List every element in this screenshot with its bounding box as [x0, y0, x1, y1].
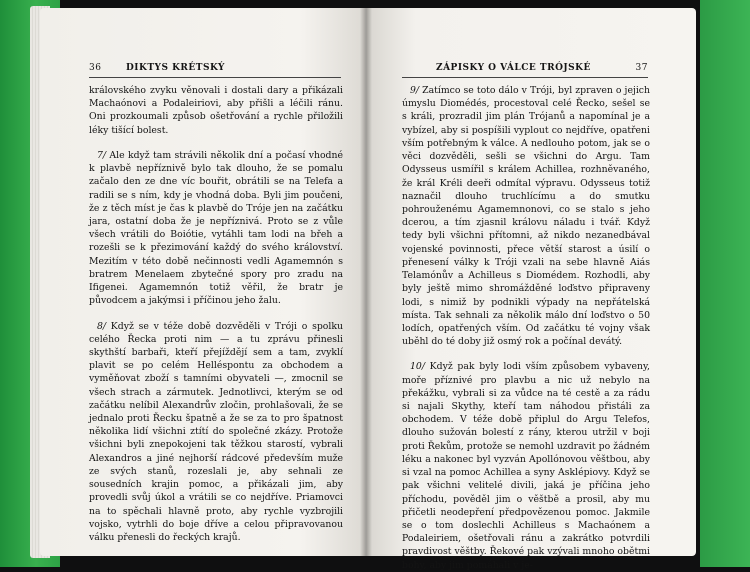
- paragraph-number: 9/: [410, 85, 420, 96]
- right-running-head: ZÁPISKY O VÁLCE TRÓJSKÉ: [436, 63, 591, 73]
- paragraph-text: Když pak byly lodi vším způsobem vybaveny, moře příznivé pro plavbu a nic už nebylo na překážku, vybrali si za vůdce na té cestě a za rádu si najali Skythy, kteří tam náhodou přistáli za obchodem. V téže době připlul do Argu Telefos, dlouho sužován bolestí z rány, kterou utržil v boji proti Řekům, protože se nemohl uzdravit po žádném léku a nakonec byl vyzván Apollónovou věštbou, aby si vzal na pomoc Achillea a syny Asklépiovy. Když se pak všichni velitelé divili, jaká je příčina jeho příchodu, pověděl jim o věštbě a prosil, aby mu přičetli neodepření předpovězenou pomoc. Jakmile se o tom doslechli Achilleus s Machaónem a Podaleiriem, ošetřovali ránu a zakrátko potvrdili pravdivost věštby. Řekové pak vzývali mnoho obětmi bohy, aby jim pomáhali v je-: [402, 361, 650, 571]
- left-page-number: 36: [89, 63, 102, 73]
- paragraph-8: [89, 320, 343, 545]
- right-page-header: [402, 63, 648, 78]
- left-running-head: DIKTYS KRÉTSKÝ: [126, 63, 225, 73]
- left-page-text: [89, 84, 343, 544]
- paragraph-text: Ale když tam strávili několik dní a počasí vhodné k plavbě nepříznivě bylo tak dlouho, že se pomalu začalo den ze dne víc bouřit, obrátili se na Telefa a radili se s ním, kdy je vhodná doba. Byli jim poučeni, že z těch míst je čas k plavbě do Tróje jen na začátku jara, ostatní doba že je nepříznivá. Proto se z vůle všech vrátili do Boiótie, vytáhli tam lodi na břeh a rozešli se k přezimování každý do svého království. Mezitím v této době nečinnosti vedli Agamemnón s bratrem Menelaem zbytečné spory pro zradu na Ifigenei. Agamemnón totiž věřil, že bratr je původcem a jakýmsi i příčinou jeho žalu.: [89, 149, 343, 307]
- book-cover-right: [700, 0, 750, 567]
- paragraph-number: 7/: [97, 149, 107, 161]
- paragraph-7: [89, 149, 343, 308]
- paragraph-number: 10/: [410, 361, 425, 373]
- right-page-text: [402, 84, 650, 572]
- book-gutter: [360, 8, 372, 556]
- paragraph-text: Když se v téže době dozvěděli v Tróji o spolku celého Řecka proti nim — a tu zprávu přinesli skythští barbaři, kteří přejíždějí sem a tam, zvyklí plavit se po celém Helléspontu za obchodem a vyměňovat zboží s tamními obyvateli —, zmocnil se všech strach a zármutek. Jednotlivci, kterým se od začátku nelíbil Alexandrův zločin, prohlašovali, že se jednalo proti Řecku špatně a že se za to pro špatnost několika lidí všichni ztítí do společné zkázy. Protože všichni byli znepokojeni tak těžkou starostí, vybrali Alexandros a jiné nejhorší rádcové především muže ze svých stanů, rozeslali je, aby sehnali ze sousedních krajin pomoc, a přikázali jim, aby provedli svůj úkol a vrátili se co nejdříve. Priamovci na to spěchali hlavně proto, aby rychle vyzbrojili vojsko, vytrhli do boje dříve a celou připravovanou válku přenesli do řeckých krajů.: [89, 320, 343, 543]
- right-page-number: 37: [635, 63, 648, 73]
- paragraph-10: [402, 360, 650, 572]
- continuation-paragraph: královského zvyku věnovali i dostali dary a přikázali Machaónovi a Podaleiriovi, aby přišli a léčili ránu. Oni prozkoumali způsob ošetřování a rychle přiložili léky tišící bolest.: [89, 85, 343, 136]
- left-page: [40, 8, 366, 556]
- paragraph-9: [402, 84, 650, 348]
- left-page-header: [89, 63, 341, 78]
- paragraph-number: 8/: [97, 320, 107, 332]
- right-page: [366, 8, 696, 571]
- paragraph-text: Zatímco se toto dálo v Tróji, byl zpraven o jejich úmyslu Diomédés, procestoval celé Řecko, sešel se s králi, prozradil jim plán Trójanů a napomínal je a vybízel, aby si pospíšili vyplout co nejdříve, opatřeni vším potřebným k válce. A nedlouho potom, jak se o věci dozvěděli, sešli se všichni do Argu. Tam Odysseus usmířil s králem Achillea, rozhněvaného, že král Kréli deeři odmítal výpravu. Odysseus totiž naznačil dlouho truchlícímu a do smutku pohrouženému Agamemnonovi, co se stalo s jeho dcerou, a tím zjasnil královu náladu i tvář. Když tedy byli všichni přítomni, až nikdo nezanedbával vojenské povinnosti, přece větší starost a úsilí o přenesení války k Tróji vzali na sebe hlavně Aiás Telamónův a Achilleus s Diomédem. Rozhodli, aby byly ještě mimo shromážděné loďstvo připraveny lodi, s nimiž by podnikli výpady na nepřátelská místa. Tak sehnali za několik málo dní loďstvo o 50 lodích, opatřených vším. Od začátku té vojny však uběhl do té doby již osmý rok a počínal devátý.: [402, 85, 650, 348]
